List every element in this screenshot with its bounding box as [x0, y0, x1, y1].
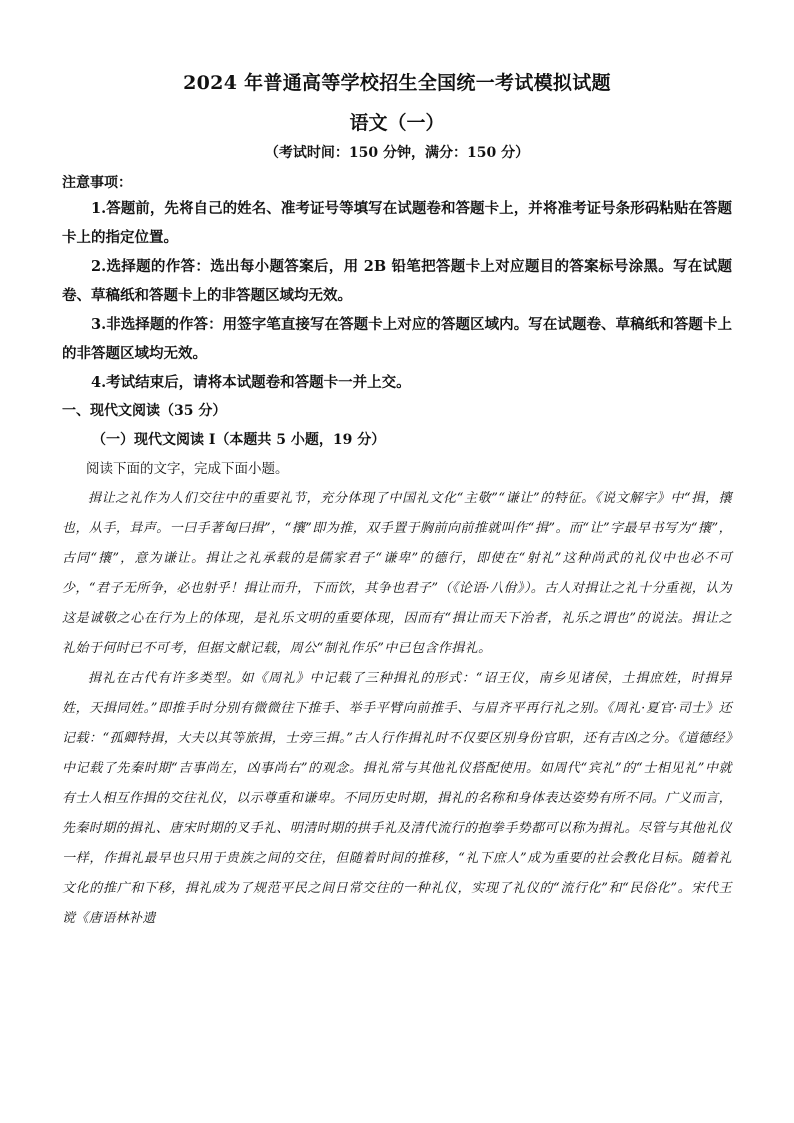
subject-title: 语文（一）: [349, 112, 445, 134]
notice-item-3: 3.非选择题的作答：用签字笔直接写在答题卡上对应的答题区域内。写在试题卷、草稿纸和答题卡上的非答题区域均无效。: [62, 316, 732, 362]
notice-heading: 注意事项：: [62, 175, 132, 191]
passage-paragraph-1: 揖让之礼作为人们交往中的重要礼节，充分体现了中国礼文化“主敬”“谦让”的特征。《说文解字》中“揖，攘也，从手，咠声。一曰手著匈曰揖”，“攘”即为推，双手置于胸前向前推就叫作“揖”。而“让”字最早书写为“攘”，古同“攘”，意为谦让。揖让之礼承载的是儒家君子“谦卑”的德行，即使在“射礼”这种尚武的礼仪中也必不可少，“君子无所争，必也射乎！揖让而升，下而饮，其争也君子”（《论语·八佾》）。古人对揖让之礼十分重视，认为这是诚敬之心在行为上的体现，是礼乐文明的重要体现，因而有“揖让而天下治者，礼乐之谓也”的说法。揖让之礼始于何时已不可考，但据文献记载，周公“制礼作乐”中已包含作揖礼。: [62, 491, 732, 656]
exam-title: 2024 年普通高等学校招生全国统一考试模拟试题: [183, 72, 611, 94]
passage-paragraph-2: 揖礼在古代有许多类型。如《周礼》中记载了三种揖礼的形式：“诏王仪，南乡见诸侯，土揖庶姓，时揖异姓，天揖同姓。”即推手时分别有微微往下推手、举手平臂向前推手、与眉齐平再行礼之别。《周礼·夏官·司士》还记载：“孤卿特揖，大夫以其等旅揖，士旁三揖。”古人行作揖礼时不仅要区别身份官职，还有吉凶之分。《道德经》中记载了先秦时期“吉事尚左，凶事尚右”的观念。揖礼常与其他礼仪搭配使用。如周代“宾礼”的“士相见礼”中就有士人相互作揖的交往礼仪，以示尊重和谦卑。不同历史时期，揖礼的名称和身体表达姿势有所不同。广义而言，先秦时期的揖礼、唐宋时期的叉手礼、明清时期的拱手礼及清代流行的抱拳手势都可以称为揖礼。尽管与其他礼仪一样，作揖礼最早也只用于贵族之间的交往，但随着时间的推移，“礼下庶人”成为重要的社会教化目标。随着礼文化的推广和下移，揖礼成为了规范平民之间日常交往的一种礼仪，实现了礼仪的“流行化”和“民俗化”。宋代王谠《唐语林补遗: [62, 671, 733, 926]
notice-item-2: 2.选择题的作答：选出每小题答案后，用 2B 铅笔把答题卡上对应题目的答案标号涂黑。写在试题卷、草稿纸和答题卡上的非答题区域均无效。: [62, 258, 732, 304]
notice-item-1: 1.答题前，先将自己的姓名、准考证号等填写在试题卷和答题卡上，并将准考证号条形码粘贴在答题卡上的指定位置。: [62, 200, 732, 246]
reading-instruction: 阅读下面的文字，完成下面小题。: [86, 461, 289, 477]
section-heading: 一、现代文阅读（35 分）: [62, 403, 227, 419]
exam-info: （考试时间：150 分钟，满分：150 分）: [264, 145, 530, 161]
notice-item-4: 4.考试结束后，请将本试题卷和答题卡一并上交。: [91, 374, 411, 391]
subsection-heading: （一）现代文阅读 I（本题共 5 小题，19 分）: [92, 432, 386, 448]
